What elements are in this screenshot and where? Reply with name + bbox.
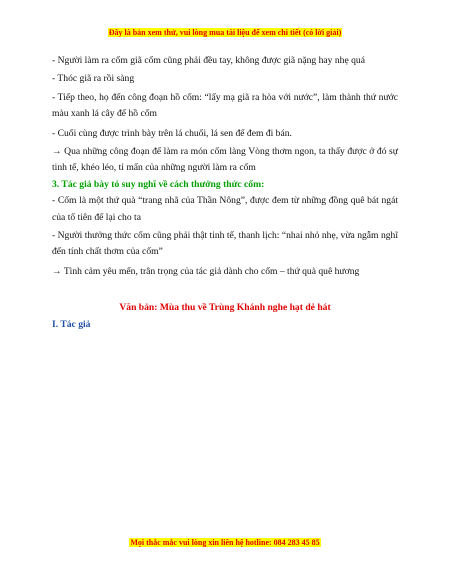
hotline-banner (0, 537, 450, 549)
paragraph-author-feelings: → Tình cảm yêu mến, trân trọng của tác giả dành cho cốm – thứ quà quê hương (52, 265, 360, 277)
text-title: Văn bản: Mùa thu về Trùng Khánh nghe hạt dẻ hát (119, 302, 331, 314)
paragraph-presentation: - Cuối cùng được trình bày trên lá chuối, lá sen để đem đi bán. (52, 127, 292, 139)
paragraph-sifting: - Thóc giã ra rồi sàng (52, 73, 135, 85)
paragraph-pounding-rice: - Người làm ra cốm giã cốm cũng phải đều tay, không được giã nặng hay nhẹ quá (52, 55, 365, 66)
heading-enjoying-com: 3. Tác giả bày tỏ suy nghĩ về cách thưởng thức cốm: (52, 178, 265, 190)
paragraph-gift-of-than-nong: - Cốm là một thứ quà “trang nhã của Thần Nông”, được đem từ những đồng quê bát ngát của tổ tiên để lại cho ta (52, 195, 398, 223)
paragraph-coloring: - Tiếp theo, họ đến công đoạn hồ cốm: “lấy mạ giã ra hòa với nước”, làm thành thứ nước màu xanh lá cây để hồ cốm (52, 91, 398, 120)
document-body (52, 53, 398, 333)
hotline-text: Mọi thắc mắc vui lòng xin liên hệ hotline: 084 283 45 85 (130, 538, 320, 547)
paragraph-conclusion-process: → Qua những công đoạn để làm ra món cốm làng Vòng thơm ngon, ta thấy được ở đó sự tinh tế, khéo léo, tỉ mẩn của những người làm ra cốm (52, 146, 398, 174)
section-heading-author: I. Tác giả (52, 318, 91, 330)
preview-notice-banner (0, 27, 450, 39)
preview-notice-text: Đây là bản xem thử, vui lòng mua tài liệu để xem chi tiết (có lời giải) (108, 28, 342, 37)
paragraph-refined-enjoyment: - Người thưởng thức cốm cũng phải thật tinh tế, thanh lịch: “nhai nhỏ nhẹ, vừa ngẫm nghĩ đến tính chất thơm của cốm” (52, 230, 398, 258)
